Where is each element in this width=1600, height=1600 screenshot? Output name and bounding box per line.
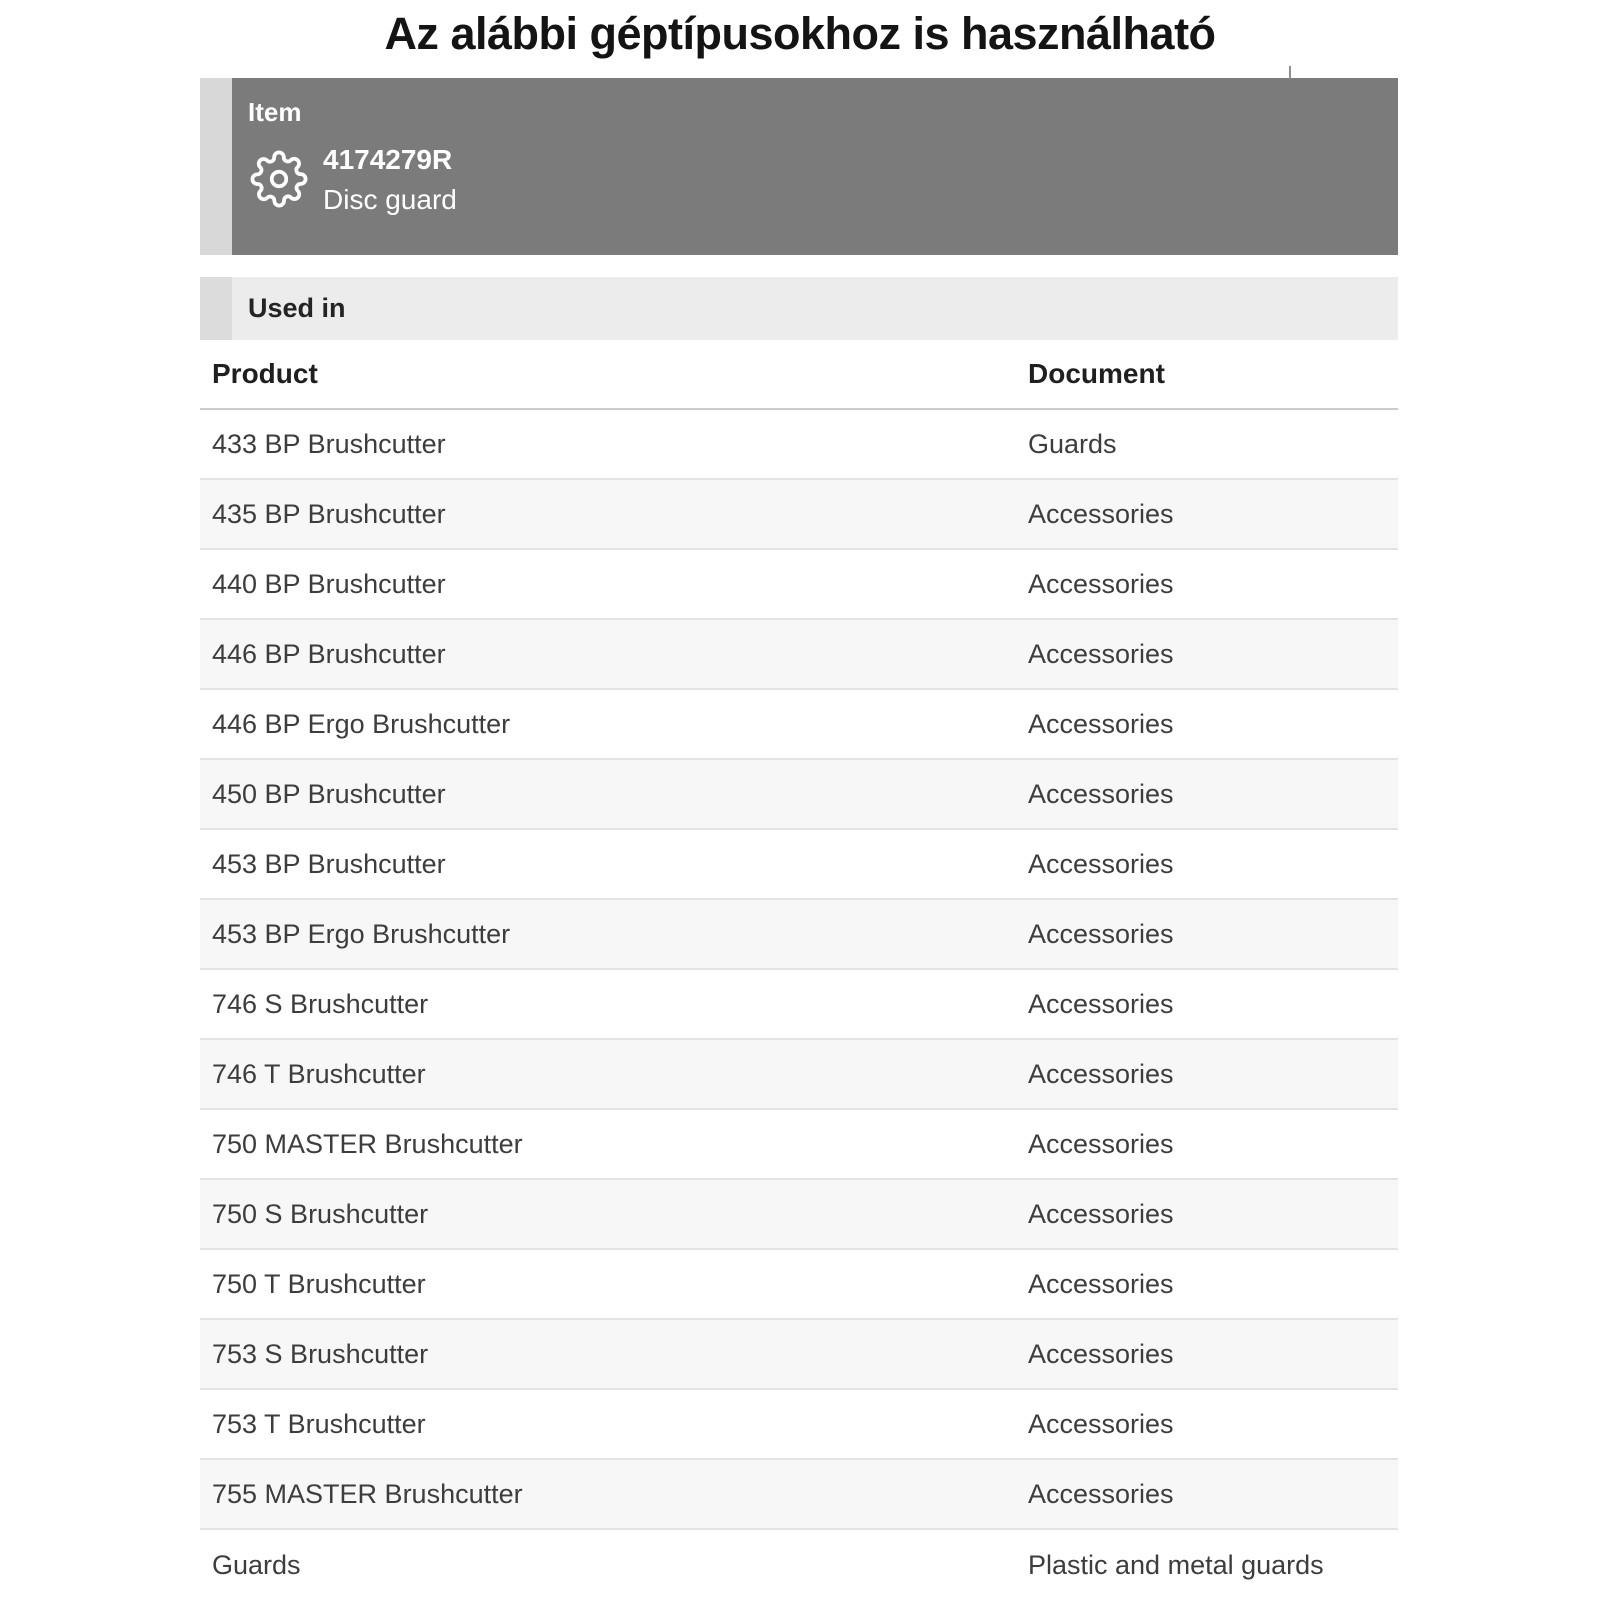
document-cell: Accessories	[1028, 1268, 1174, 1299]
table-row	[200, 900, 1398, 970]
table-row	[200, 1040, 1398, 1110]
document-cell: Accessories	[1028, 778, 1174, 809]
document-cell: Accessories	[1028, 1338, 1174, 1369]
table-row	[200, 480, 1398, 550]
item-card-body	[232, 78, 1398, 255]
item-code: 4174279R	[323, 143, 453, 175]
used-in-bar	[200, 277, 1398, 340]
product-cell: 446 BP Brushcutter	[212, 638, 446, 669]
product-cell: 435 BP Brushcutter	[212, 498, 446, 529]
document-cell: Accessories	[1028, 1198, 1174, 1229]
column-header-document: Document	[1028, 358, 1165, 389]
document-cell: Accessories	[1028, 1058, 1174, 1089]
table-row	[200, 1180, 1398, 1250]
document-cell: Accessories	[1028, 498, 1174, 529]
content-area	[200, 78, 1398, 1600]
document-cell: Accessories	[1028, 848, 1174, 879]
document-cell: Accessories	[1028, 638, 1174, 669]
used-in-label: Used in	[232, 277, 1398, 340]
document-cell: Accessories	[1028, 1478, 1174, 1509]
product-cell: 755 MASTER Brushcutter	[212, 1478, 523, 1509]
product-cell: 746 S Brushcutter	[212, 988, 429, 1019]
table-row	[200, 1530, 1398, 1600]
item-name: Disc guard	[323, 183, 457, 215]
product-cell: 440 BP Brushcutter	[212, 568, 446, 599]
product-cell: 450 BP Brushcutter	[212, 778, 446, 809]
document-cell: Accessories	[1028, 1408, 1174, 1439]
product-cell: 750 T Brushcutter	[212, 1268, 426, 1299]
product-cell: 753 T Brushcutter	[212, 1408, 426, 1439]
product-cell: Guards	[212, 1549, 301, 1580]
document-cell: Accessories	[1028, 708, 1174, 739]
table-row	[200, 1320, 1398, 1390]
product-cell: 433 BP Brushcutter	[212, 428, 446, 459]
item-card	[200, 78, 1398, 255]
table-row	[200, 1110, 1398, 1180]
table-row	[200, 760, 1398, 830]
table-row	[200, 690, 1398, 760]
product-cell: 750 S Brushcutter	[212, 1198, 429, 1229]
item-card-label: Item	[248, 97, 302, 127]
item-card-left-strip	[200, 78, 232, 255]
product-cell: 746 T Brushcutter	[212, 1058, 426, 1089]
document-cell: Accessories	[1028, 988, 1174, 1019]
table-row	[200, 1250, 1398, 1320]
table-row	[200, 830, 1398, 900]
page-header	[0, 0, 1600, 78]
document-cell: Guards	[1028, 428, 1117, 459]
cursor-tick-artifact	[1289, 66, 1291, 79]
product-cell: 453 BP Brushcutter	[212, 848, 446, 879]
section-gap	[200, 255, 1398, 277]
product-cell: 750 MASTER Brushcutter	[212, 1128, 523, 1159]
table-header-row	[200, 340, 1398, 410]
page-title: Az alábbi géptípusokhoz is használható	[384, 8, 1216, 59]
table-row	[200, 620, 1398, 690]
used-in-left-strip	[200, 277, 232, 340]
table-row	[200, 550, 1398, 620]
gear-icon	[250, 150, 308, 208]
product-cell: 453 BP Ergo Brushcutter	[212, 918, 511, 949]
table-row	[200, 1460, 1398, 1530]
document-cell: Accessories	[1028, 918, 1174, 949]
document-cell: Plastic and metal guards	[1028, 1549, 1324, 1580]
table-row	[200, 1390, 1398, 1460]
table-row	[200, 970, 1398, 1040]
column-header-product: Product	[212, 358, 318, 389]
product-cell: 446 BP Ergo Brushcutter	[212, 708, 511, 739]
table-body	[200, 410, 1398, 1600]
document-cell: Accessories	[1028, 568, 1174, 599]
product-cell: 753 S Brushcutter	[212, 1338, 429, 1369]
table-row	[200, 410, 1398, 480]
document-cell: Accessories	[1028, 1128, 1174, 1159]
